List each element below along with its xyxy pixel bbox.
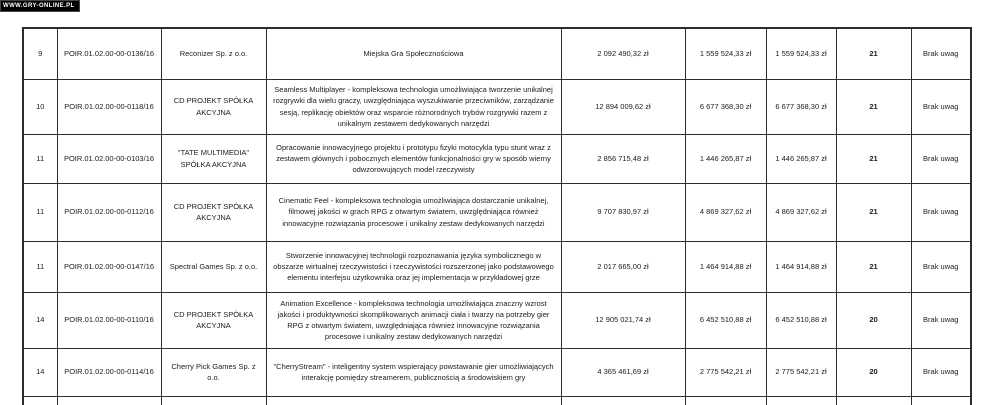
applicant-name: CD PROJEKT SPÓŁKA AKCYJNA bbox=[161, 79, 266, 134]
project-title: Seamless Multiplayer - kompleksowa technologia umożliwiająca tworzenie unikalnej rozgrywki dla wielu graczy, uwzględniająca wyszukiwanie przeciwników, zarządzanie sesją, replikację obiektów oraz wsparcie różnorodnych trybów rozgrywki razem z unikalnym zestawem dedykowanych narzędzi bbox=[266, 79, 561, 134]
table-body bbox=[23, 28, 971, 405]
applicant-name: CD PROJEKT SPÓŁKA AKCYJNA bbox=[161, 292, 266, 348]
awarded-funding: 4 869 327,62 zł bbox=[766, 183, 836, 241]
table-row bbox=[23, 134, 971, 183]
application-code: POIR.01.02.00-00-0103/16 bbox=[57, 134, 161, 183]
row-number: 11 bbox=[23, 134, 57, 183]
table-row bbox=[23, 79, 971, 134]
requested-funding bbox=[685, 396, 766, 405]
project-title bbox=[266, 396, 561, 405]
application-code: POIR.01.02.00-00-0118/16 bbox=[57, 79, 161, 134]
awarded-funding bbox=[766, 396, 836, 405]
total-cost: 12 905 021,74 zł bbox=[561, 292, 685, 348]
project-title: Animation Excellence - kompleksowa technologia umożliwiająca znaczny wzrost jakości i produktywności skomplikowanych animacji ciała i twarzy na potrzeby gier RPG z otwartym światem, uwzględniająca również innowacyjne rozwiązania procesowe i unikalny zestaw dedykowanych narzędzi bbox=[266, 292, 561, 348]
requested-funding: 1 464 914,88 zł bbox=[685, 241, 766, 292]
application-code: POIR.01.02.00-00-0147/16 bbox=[57, 241, 161, 292]
score: 20 bbox=[836, 292, 911, 348]
applicant-name bbox=[161, 396, 266, 405]
row-number: 14 bbox=[23, 348, 57, 396]
row-number bbox=[23, 396, 57, 405]
table-row bbox=[23, 348, 971, 396]
project-title: Stworzenie innowacyjnej technologii rozpoznawania języka symbolicznego w obszarze wirtualnej rzeczywistości i rzeczywistości rozszerzonej jako podstawowego elementu interfejsu użytkownika oraz jej implementacja w przykładowej grze bbox=[266, 241, 561, 292]
remarks: Brak uwag bbox=[911, 134, 971, 183]
awarded-funding: 2 775 542,21 zł bbox=[766, 348, 836, 396]
requested-funding: 1 559 524,33 zł bbox=[685, 28, 766, 79]
applicant-name: Reconizer Sp. z o.o. bbox=[161, 28, 266, 79]
application-code: POIR.01.02.00-00-0110/16 bbox=[57, 292, 161, 348]
requested-funding: 6 452 510,88 zł bbox=[685, 292, 766, 348]
row-number: 14 bbox=[23, 292, 57, 348]
applicant-name: "TATE MULTIMEDIA" SPÓŁKA AKCYJNA bbox=[161, 134, 266, 183]
awarded-funding: 1 559 524,33 zł bbox=[766, 28, 836, 79]
total-cost: 2 092 490,32 zł bbox=[561, 28, 685, 79]
application-code: POIR.01.02.00-00-0136/16 bbox=[57, 28, 161, 79]
awarded-funding: 1 464 914,88 zł bbox=[766, 241, 836, 292]
total-cost: 2 856 715,48 zł bbox=[561, 134, 685, 183]
project-title: Cinematic Feel - kompleksowa technologia umożliwiająca dostarczanie unikalnej, filmowej jakości w grach RPG z otwartym światem, uwzględniająca również innowacyjne rozwiązania procesowe i unikalny zestaw dedykowanych narzędzi bbox=[266, 183, 561, 241]
remarks: Brak uwag bbox=[911, 241, 971, 292]
score: 21 bbox=[836, 134, 911, 183]
score: 21 bbox=[836, 79, 911, 134]
application-code: POIR.01.02.00-00-0112/16 bbox=[57, 183, 161, 241]
table-row bbox=[23, 241, 971, 292]
project-title: Miejska Gra Społecznościowa bbox=[266, 28, 561, 79]
funding-results-table bbox=[22, 27, 972, 405]
requested-funding: 1 446 265,87 zł bbox=[685, 134, 766, 183]
row-number: 10 bbox=[23, 79, 57, 134]
table-row bbox=[23, 183, 971, 241]
score: 21 bbox=[836, 183, 911, 241]
requested-funding: 2 775 542,21 zł bbox=[685, 348, 766, 396]
awarded-funding: 6 452 510,88 zł bbox=[766, 292, 836, 348]
remarks: Brak uwag bbox=[911, 292, 971, 348]
remarks: Brak uwag bbox=[911, 348, 971, 396]
score: 21 bbox=[836, 241, 911, 292]
remarks bbox=[911, 396, 971, 405]
row-number: 9 bbox=[23, 28, 57, 79]
table-row-partial bbox=[23, 396, 971, 405]
total-cost: 4 365 461,69 zł bbox=[561, 348, 685, 396]
applicant-name: CD PROJEKT SPÓŁKA AKCYJNA bbox=[161, 183, 266, 241]
score: 21 bbox=[836, 28, 911, 79]
requested-funding: 4 869 327,62 zł bbox=[685, 183, 766, 241]
project-title: Opracowanie innowacyjnego projektu i prototypu fizyki motocykla typu stunt wraz z zestawem głównych i pobocznych elementów funkcjonalności gry w sposób wierny odwzorowujących model rzeczywisty bbox=[266, 134, 561, 183]
row-number: 11 bbox=[23, 183, 57, 241]
project-title: "CherryStream" - inteligentny system wspierający powstawanie gier umożliwiających interakcję pomiędzy streamerem, publicznością a środowiskiem gry bbox=[266, 348, 561, 396]
watermark-badge: WWW.GRY-ONLINE.PL bbox=[0, 0, 80, 12]
applicant-name: Cherry Pick Games Sp. z o.o. bbox=[161, 348, 266, 396]
score bbox=[836, 396, 911, 405]
total-cost: 2 017 665,00 zł bbox=[561, 241, 685, 292]
table-row bbox=[23, 292, 971, 348]
application-code bbox=[57, 396, 161, 405]
awarded-funding: 1 446 265,87 zł bbox=[766, 134, 836, 183]
total-cost bbox=[561, 396, 685, 405]
remarks: Brak uwag bbox=[911, 28, 971, 79]
total-cost: 9 707 830,97 zł bbox=[561, 183, 685, 241]
awarded-funding: 6 677 368,30 zł bbox=[766, 79, 836, 134]
row-number: 11 bbox=[23, 241, 57, 292]
score: 20 bbox=[836, 348, 911, 396]
applicant-name: Spectral Games Sp. z o.o. bbox=[161, 241, 266, 292]
total-cost: 12 894 009,62 zł bbox=[561, 79, 685, 134]
remarks: Brak uwag bbox=[911, 79, 971, 134]
requested-funding: 6 677 368,30 zł bbox=[685, 79, 766, 134]
application-code: POIR.01.02.00-00-0114/16 bbox=[57, 348, 161, 396]
remarks: Brak uwag bbox=[911, 183, 971, 241]
table-row bbox=[23, 28, 971, 79]
